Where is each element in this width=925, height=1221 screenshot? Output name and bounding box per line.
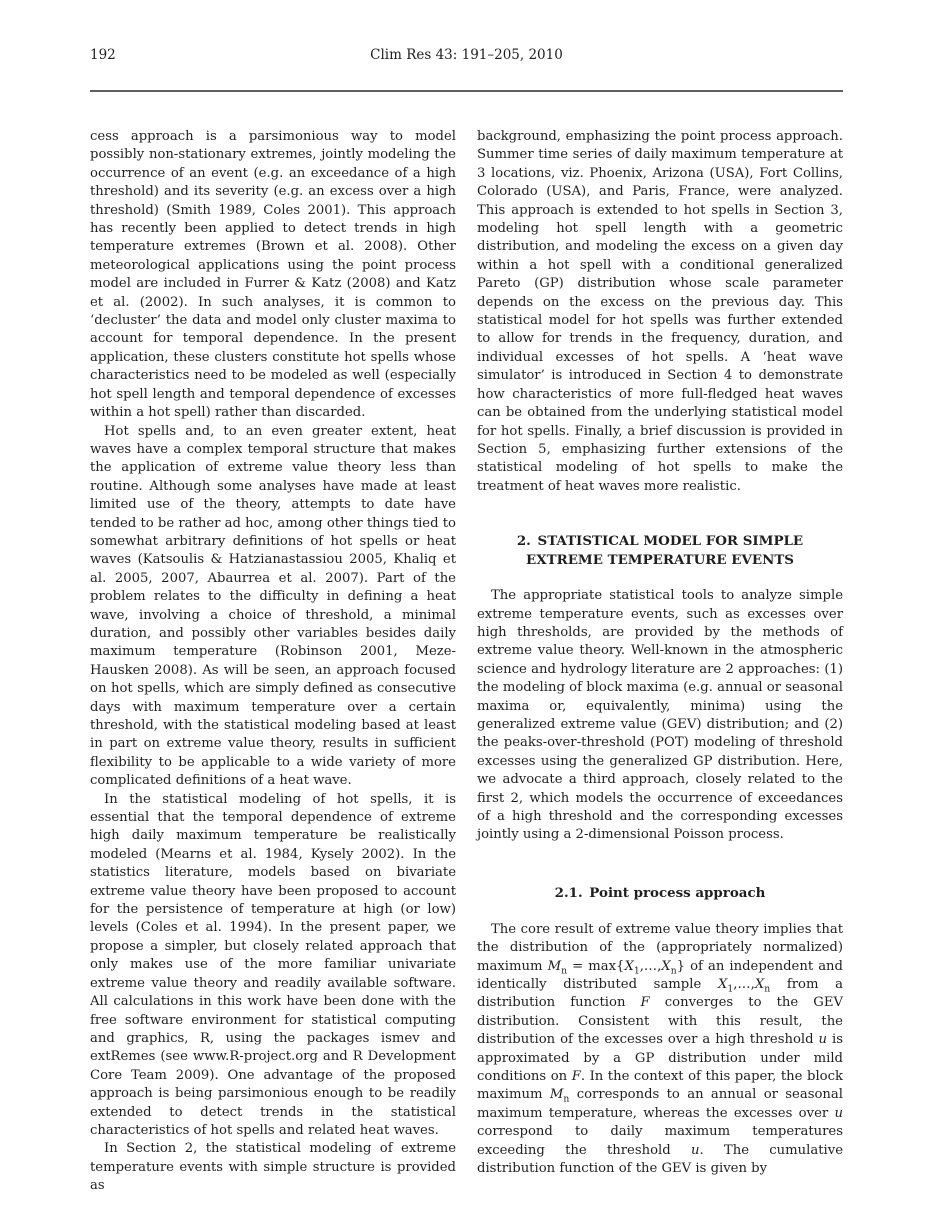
section-2-heading: 2. STATISTICAL MODEL FOR SIMPLE EXTREME TEMPERATURE EVENTS bbox=[516, 533, 804, 568]
paragraph-point-process: The core result of extreme value theory implies that the distribution of the (appropriately normalized) maximum $M_n$ = $\max\{X_1,\dots,X_n\}$ of an independent and identically distributed sample $X_1,\dots,X_n$ from a distribution function F converges to the GEV distribution. Consistent with this result, the distribution of the excesses over a high threshold u is approximated by a GP distribution under mild conditions on F. In the context of this paper, the block maximum $M_n$ corresponds to an annual or seasonal maximum temperature, whereas the excesses over u correspond to daily maximum temperatures exceeding the threshold u. The cumulative distribution function of the GEV is given by bbox=[477, 921, 843, 1177]
section-2-1-heading: 2.1. Point process approach bbox=[554, 884, 766, 901]
page-number: 192 bbox=[90, 47, 116, 63]
paragraph-statistical-modeling: In the statistical modeling of hot spells, it is essential that the temporal dependence of extreme high daily maximum temperature be realistically modeled (Mearns et al. 1984, Kysely 2002). In the statistics literature, models based on bivariate extreme value theory have been proposed to account for the persistence of temperature at high (or low) levels (Coles et al. 1994). In the present paper, we propose a simpler, but closely related approach that only makes use of the more familiar univariate extreme value theory and readily available software. All calculations in this work have been done with the free software environment for statistical computing and graphics, R, using the packages ismev and extRemes (see www.R-project.org and R Development Core Team 2009). One advantage of the proposed approach is being parsimonious enough to be readily extended to detect trends in the statistical characteristics of hot spells and related heat waves. bbox=[90, 791, 456, 1138]
header-divider bbox=[90, 90, 843, 92]
paragraph-extreme-value-tools: The appropriate statistical tools to analyze simple extreme temperature events, such as excesses over high thresholds, are provided by the methods of extreme value theory. Well-known in the atmospheric science and hydrology literature are 2 approaches: (1) the modeling of block maxima (e.g. annual or seasonal maxima or, equivalently, minima) using the generalized extreme value (GEV) distribution; and (2) the peaks-over-threshold (POT) modeling of threshold excesses using the generalized GP distribution. Here, we advocate a third approach, closely related to the first 2, which models the occurrence of exceedances of a high threshold and the corresponding excesses jointly using a 2-dimensional Poisson process. bbox=[477, 588, 843, 843]
paragraph-overview-continued: background, emphasizing the point process approach. Summer time series of daily maximum temperature at 3 locations, viz. Phoenix, Arizona (USA), Fort Collins, Colorado (USA), and Paris, France, were analyzed. This approach is extended to hot spells in Section 3, modeling hot spell length with a geometric distribution, and modeling the excess on a given day within a hot spell with a conditional generalized Pareto (GP) distribution whose scale parameter depends on the excess on the previous day. This statistical model for hot spells was further extended to allow for trends in the frequency, duration, and individual excesses of hot spells. A ‘heat wave simulator’ is introduced in Section 4 to demonstrate how characteristics of more full-fledged heat waves can be obtained from the underlying statistical model for hot spells. Finally, a brief discussion is provided in Section 5, emphasizing further extensions of the statistical modeling of hot spells to make the treatment of heat waves more realistic. bbox=[477, 129, 843, 494]
paragraph-hot-spells-complexity: Hot spells and, to an even greater extent, heat waves have a complex temporal structure that makes the application of extreme value theory less than routine. Although some analyses have made at least limited use of the theory, attempts to date have tended to be rather ad hoc, among other things tied to somewhat arbitrary definitions of hot spells or heat waves (Katsoulis & Hatzianastassiou 2005, Khaliq et al. 2005, 2007, Abaurrea et al. 2007). Part of the problem relates to the difficulty in defining a heat wave, involving a choice of threshold, a minimal duration, and possibly other variables besides daily maximum temperature (Robinson 2001, Meze-Hausken 2008). As will be seen, an approach focused on hot spells, which are simply defined as consecutive days with maximum temperature over a certain threshold, with the statistical modeling based at least in part on extreme value theory, results in sufficient flexibility to be applicable to a wide variety of more complicated definitions of a heat wave. bbox=[90, 423, 456, 789]
paragraph-section2-lead: In Section 2, the statistical modeling of extreme temperature events with simple structure is provided as bbox=[90, 1141, 456, 1194]
journal-reference: Clim Res 43: 191–205, 2010 bbox=[370, 47, 563, 63]
left-column bbox=[90, 128, 456, 1196]
right-column bbox=[477, 128, 843, 1196]
paragraph-intro-continued: cess approach is a parsimonious way to model possibly non-stationary extremes, jointly modeling the occurrence of an event (e.g. an exceedance of a high threshold) and its severity (e.g. an excess over a high threshold) (Smith 1989, Coles 2001). This approach has recently been applied to detect trends in high temperature extremes (Brown et al. 2008). Other meteorological applications using the point process model are included in Furrer & Katz (2008) and Katz et al. (2002). In such analyses, it is common to ‘decluster’ the data and model only cluster maxima to account for temporal dependence. In the present application, these clusters constitute hot spells whose characteristics need to be modeled as well (especially hot spell length and temporal dependence of excesses within a hot spell) rather than discarded. bbox=[90, 129, 456, 421]
article-body bbox=[90, 128, 843, 1196]
page-header bbox=[90, 46, 843, 65]
